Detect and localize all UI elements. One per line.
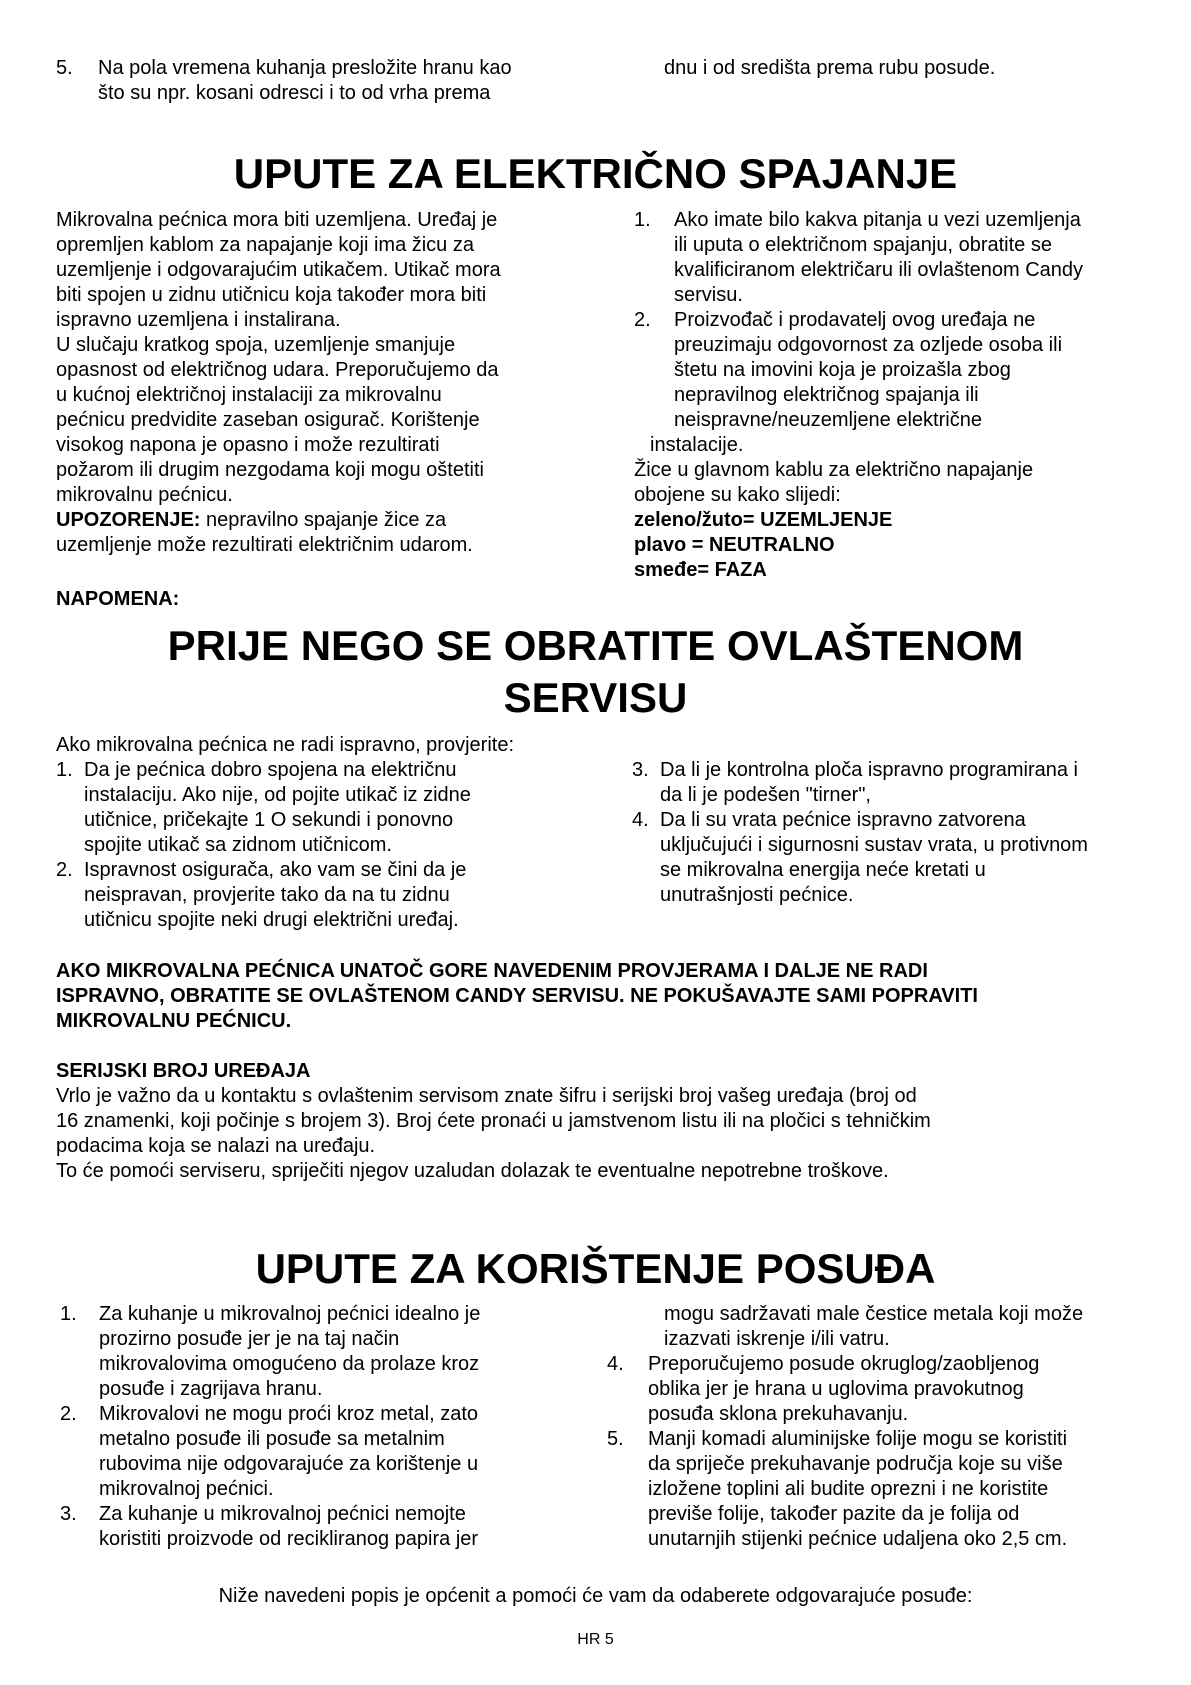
numbered-list <box>607 1352 1167 1552</box>
serial-heading: SERIJSKI BROJ UREĐAJA <box>56 1060 311 1082</box>
text-line: Mikrovalovi ne mogu proći kroz metal, zato <box>99 1403 479 1425</box>
text-line: Vrlo je važno da u kontaktu s ovlaštenim servisom znate šifru i serijski broj vašeg uređaja (broj od <box>56 1085 917 1107</box>
text-line: izložene toplini ali budite oprezni i ne koristite <box>648 1478 1049 1500</box>
text-line: unutarnjih stijenki pećnice udaljena oko 2,5 cm. <box>648 1528 1068 1550</box>
footer-line: Niže navedeni popis je općenit a pomoći će vam da odaberete odgovarajuće posuđe: <box>218 1585 973 1607</box>
page-number: HR 5 <box>577 1631 614 1648</box>
text-line: AKO MIKROVALNA PEĆNICA UNATOČ GORE NAVEDENIM PROVJERAMA I DALJE NE RADI <box>56 960 928 982</box>
warning-text: nepravilno spajanje žice za <box>200 509 447 531</box>
section-heading: UPUTE ZA KORIŠTENJE POSUĐA <box>255 1245 936 1292</box>
list-item <box>56 758 616 858</box>
text-line: opasnost od električnog udara. Preporučujemo da <box>56 359 499 381</box>
text-line: Mikrovalna pećnica mora biti uzemljena. Uređaj je <box>56 209 498 231</box>
text-line: biti spojen u zidnu utičnicu koja također mora biti <box>56 284 487 306</box>
text-line: MIKROVALNU PEĆNICU. <box>56 1010 292 1032</box>
text-line: Proizvođač i prodavatelj ovog uređaja ne <box>674 309 1036 331</box>
text-line: Preporučujemo posude okruglog/zaobljenog <box>648 1353 1040 1375</box>
text-line: posuđe i zagrijava hranu. <box>99 1378 323 1400</box>
text-line: opremljen kablom za napajanje koji ima žicu za <box>56 234 474 256</box>
text-line: utičnice, pričekajte 1 O sekundi i ponovno <box>84 809 454 831</box>
text-line: ili uputa o električnom spajanju, obratite se <box>674 234 1052 256</box>
list-item <box>632 808 1172 908</box>
section-heading: UPUTE ZA ELEKTRIČNO SPAJANJE <box>233 150 958 197</box>
text-line: prozirno posuđe jer je na taj način <box>99 1328 400 1350</box>
text-line: metalno posuđe ili posuđe sa metalnim <box>99 1428 445 1450</box>
text-line: servisu. <box>674 284 743 306</box>
item-number: 3. <box>632 759 649 781</box>
text-line: ispravno uzemljena i instalirana. <box>56 309 341 331</box>
item-number: 1. <box>634 209 651 231</box>
text-line: visokog napona je opasno i može rezultirati <box>56 434 440 456</box>
intro-text: Ako mikrovalna pećnica ne radi ispravno, provjerite: <box>56 734 514 756</box>
text-line: oblika jer je hrana u uglovima pravokutnog <box>648 1378 1024 1400</box>
text-line: To će pomoći serviseru, spriječiti njegov uzaludan dolazak te eventualne nepotrebne troškove. <box>56 1160 889 1182</box>
text-line: u kućnoj električnoj instalaciji za mikrovalnu <box>56 384 442 406</box>
text-line: dnu i od središta prema rubu posude. <box>664 57 996 79</box>
item-number: 4. <box>607 1353 624 1375</box>
list-item <box>60 1502 620 1552</box>
text-line: mikrovalnu pećnicu. <box>56 484 233 506</box>
section1-left-column <box>56 208 616 558</box>
text-line: požarom ili drugim nezgodama koji mogu oštetiti <box>56 459 484 481</box>
item-number: 1. <box>56 759 73 781</box>
list-item <box>56 858 616 933</box>
numbered-list <box>60 1302 620 1552</box>
text-line: neispravne/neuzemljene električne <box>674 409 982 431</box>
text-line: Na pola vremena kuhanja presložite hranu kao <box>98 57 512 79</box>
text-line: štetu na imovini koja je proizašla zbog <box>674 359 1011 381</box>
text-line: posuđa sklona prekuhavanju. <box>648 1403 909 1425</box>
text-line: Ispravnost osigurača, ako vam se čini da je <box>84 859 467 881</box>
list-item <box>60 1302 620 1402</box>
numbered-list <box>632 758 1172 908</box>
text-line: Da li je kontrolna ploča ispravno programirana i <box>660 759 1078 781</box>
warning-label: UPOZORENJE: <box>56 509 201 531</box>
text-line: obojene su kako slijedi: <box>634 484 841 506</box>
text-line: da spriječe prekuhavanje područja koje su više <box>648 1453 1063 1475</box>
list-item <box>634 208 1154 308</box>
wire-color-neutral: plavo = NEUTRALNO <box>634 534 835 556</box>
text-line: da li je podešen "tirner", <box>660 784 871 806</box>
text-line: 16 znamenki, koji počinje s brojem 3). Broj ćete pronaći u jamstvenom listu ili na pločici s tehničkim <box>56 1110 931 1132</box>
text-line: se mikrovalna energija neće kretati u <box>660 859 986 881</box>
text-line: mikrovalnoj pećnici. <box>99 1478 274 1500</box>
text-line: Manji komadi aluminijske folije mogu se koristiti <box>648 1428 1068 1450</box>
list-item <box>632 758 1172 808</box>
warning-line <box>56 508 616 533</box>
text-line: kvalificiranom električaru ili ovlaštenom Candy <box>674 259 1084 281</box>
text-line: instalacije. <box>650 434 744 456</box>
text-line: Da je pećnica dobro spojena na električnu <box>84 759 457 781</box>
item-number: 5. <box>607 1428 624 1450</box>
item-number: 3. <box>60 1503 77 1525</box>
text-line: podacima koja se nalazi na uređaju. <box>56 1135 376 1157</box>
text-line: izazvati iskrenje i/ili vatru. <box>664 1328 890 1350</box>
text-line: previše folije, također pazite da je folija od <box>648 1503 1020 1525</box>
section3-right-column <box>607 1302 1167 1552</box>
text-line: Za kuhanje u mikrovalnoj pećnici idealno je <box>99 1303 481 1325</box>
item-number: 2. <box>56 859 73 881</box>
text-line: mogu sadržavati male čestice metala koji može <box>664 1303 1084 1325</box>
text-line: U slučaju kratkog spoja, uzemljenje smanjuje <box>56 334 456 356</box>
text-line: Ako imate bilo kakva pitanja u vezi uzemljenja <box>674 209 1081 231</box>
section3-left-column <box>60 1302 620 1552</box>
item-number: 2. <box>634 309 651 331</box>
text-line: uzemljenje može rezultirati električnim udarom. <box>56 534 473 556</box>
text-line: koristiti proizvode od recikliranog papira jer <box>99 1528 479 1550</box>
list-item <box>607 1427 1167 1552</box>
section2-left-column <box>56 758 616 933</box>
section1-right-column <box>634 208 1154 583</box>
text-line: pećnicu predvidite zaseban osigurač. Korištenje <box>56 409 480 431</box>
text-line: rubovima nije odgovarajuće za korištenje u <box>99 1453 479 1475</box>
item-number: 1. <box>60 1303 77 1325</box>
text-line: ISPRAVNO, OBRATITE SE OVLAŠTENOM CANDY SERVISU. NE POKUŠAVAJTE SAMI POPRAVITI <box>56 985 978 1007</box>
item-number: 2. <box>60 1403 77 1425</box>
section-heading-line1: PRIJE NEGO SE OBRATITE OVLAŠTENOM <box>167 622 1024 669</box>
numbered-list <box>634 208 1154 433</box>
text-line: nepravilnog električnog spajanja ili <box>674 384 979 406</box>
text-line: što su npr. kosani odresci i to od vrha prema <box>98 82 491 104</box>
text-line: unutrašnjosti pećnice. <box>660 884 854 906</box>
top-item-5 <box>56 56 576 106</box>
bold-notice <box>56 959 1156 1034</box>
text-line: mikrovalovima omogućeno da prolaze kroz <box>99 1353 480 1375</box>
text-line: preuzimaju odgovornost za ozljede osoba ili <box>674 334 1063 356</box>
list-item <box>634 308 1154 433</box>
serial-number-block <box>56 1059 1156 1184</box>
item-number: 5. <box>56 57 73 79</box>
section-heading-line2: SERVISU <box>503 674 688 721</box>
text-line: Za kuhanje u mikrovalnoj pećnici nemojte <box>99 1503 466 1525</box>
text-line: uključujući i sigurnosni sustav vrata, u protivnom <box>660 834 1088 856</box>
list-item <box>607 1352 1167 1427</box>
text-line: neispravan, provjerite tako da na tu zidnu <box>84 884 450 906</box>
text-line: utičnicu spojite neki drugi električni uređaj. <box>84 909 459 931</box>
text-line: uzemljenje i odgovarajućim utikačem. Utikač mora <box>56 259 501 281</box>
section2-right-column <box>632 758 1172 908</box>
item-number: 4. <box>632 809 649 831</box>
text-line: Da li su vrata pećnice ispravno zatvorena <box>660 809 1026 831</box>
list-item <box>60 1402 620 1502</box>
numbered-list <box>56 758 616 933</box>
wire-color-phase: smeđe= FAZA <box>634 559 767 581</box>
text-line: spojite utikač sa zidnom utičnicom. <box>84 834 392 856</box>
text-line: Žice u glavnom kablu za električno napajanje <box>634 459 1034 481</box>
text-line: instalaciju. Ako nije, od pojite utikač iz zidne <box>84 784 471 806</box>
note-label: NAPOMENA: <box>56 588 180 610</box>
wire-color-ground: zeleno/žuto= UZEMLJENJE <box>634 509 893 531</box>
